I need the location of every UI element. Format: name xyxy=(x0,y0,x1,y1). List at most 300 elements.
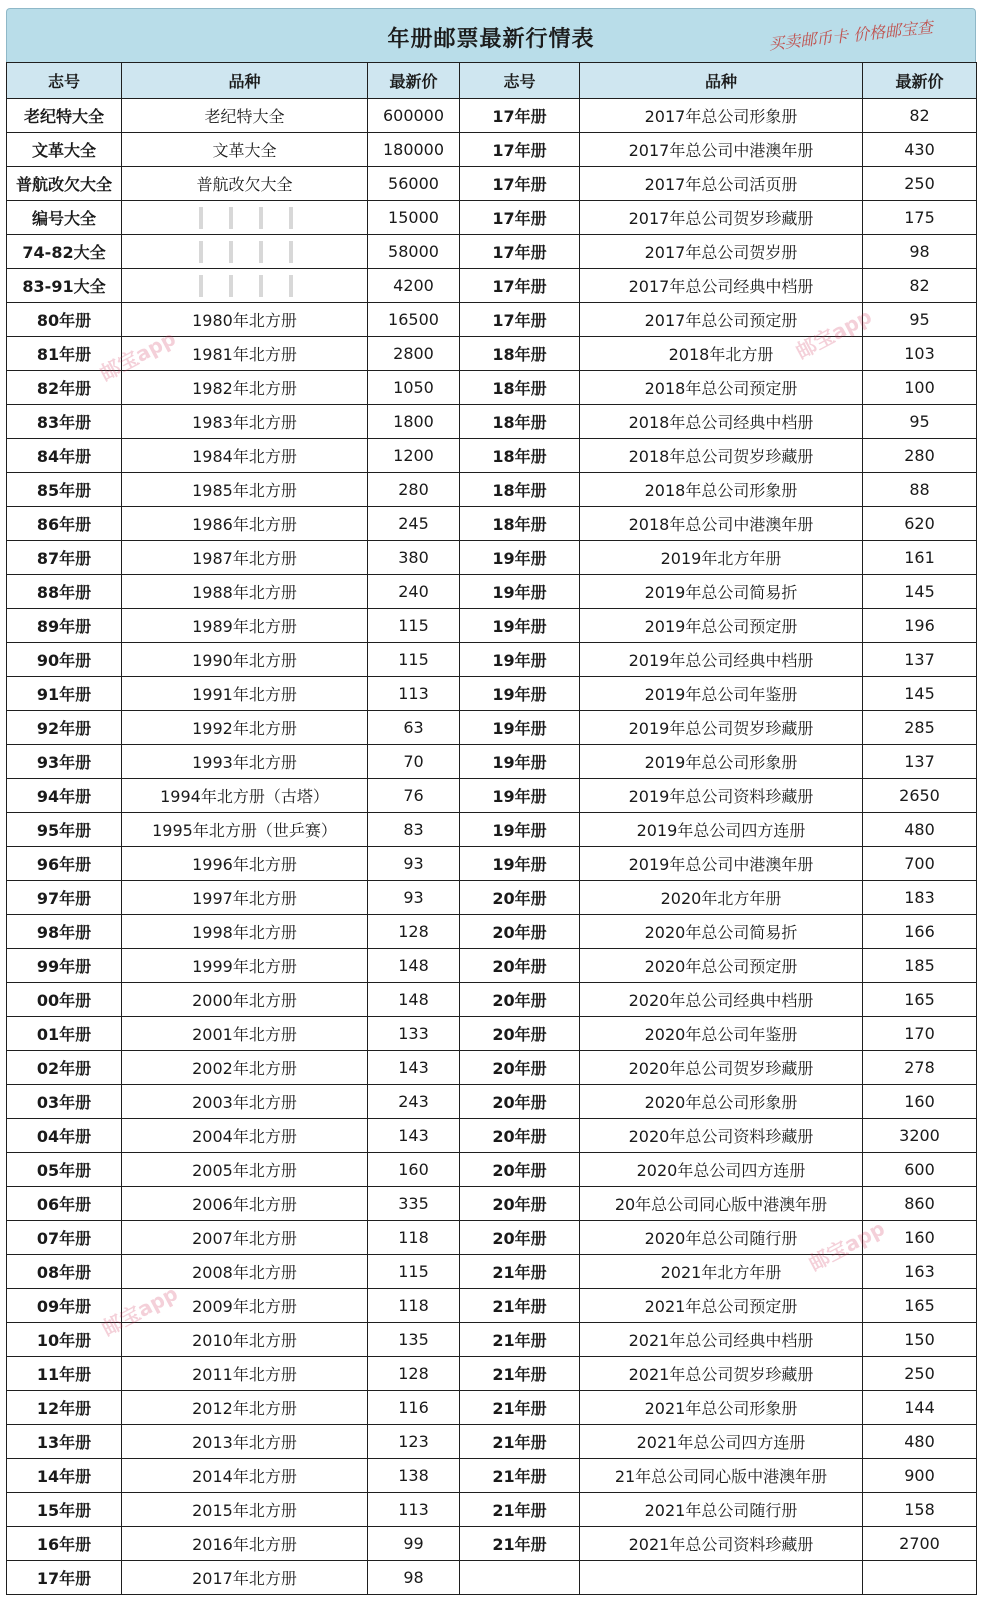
variety-cell: 2019年北方年册 xyxy=(580,541,863,575)
stamp-code-cell: 85年册 xyxy=(7,473,122,507)
stamp-code-cell: 83-91大全 xyxy=(7,269,122,303)
table-row xyxy=(7,439,977,473)
variety-cell: 2020年总公司简易折 xyxy=(580,915,863,949)
variety-cell: 老纪特大全 xyxy=(122,99,368,133)
stamp-code-cell: 08年册 xyxy=(7,1255,122,1289)
col-header-price: 最新价 xyxy=(368,63,460,99)
table-row xyxy=(7,541,977,575)
stamp-code-cell: 11年册 xyxy=(7,1357,122,1391)
col-header-price: 最新价 xyxy=(863,63,977,99)
price-cell: 2700 xyxy=(863,1527,977,1561)
stamp-code-cell: 00年册 xyxy=(7,983,122,1017)
table-row xyxy=(7,1391,977,1425)
watermark: 邮宝app xyxy=(97,1280,182,1341)
stamp-code-cell: 19年册 xyxy=(460,813,580,847)
price-cell: 128 xyxy=(368,1357,460,1391)
price-cell: 137 xyxy=(863,745,977,779)
stamp-code-cell: 83年册 xyxy=(7,405,122,439)
stamp-code-cell: 92年册 xyxy=(7,711,122,745)
stamp-code-cell: 21年册 xyxy=(460,1527,580,1561)
stamp-code-cell: 10年册 xyxy=(7,1323,122,1357)
stamp-code-cell: 95年册 xyxy=(7,813,122,847)
stamp-code-cell: 99年册 xyxy=(7,949,122,983)
price-cell: 83 xyxy=(368,813,460,847)
table-row xyxy=(7,1153,977,1187)
stamp-code-cell: 18年册 xyxy=(460,507,580,541)
stamp-code-cell: 17年册 xyxy=(460,269,580,303)
variety-cell: 2019年总公司经典中档册 xyxy=(580,643,863,677)
table-row xyxy=(7,1085,977,1119)
variety-cell: 2021年总公司预定册 xyxy=(580,1289,863,1323)
variety-cell: 1995年北方册（世乒赛） xyxy=(122,813,368,847)
variety-cell: 2021年总公司资料珍藏册 xyxy=(580,1527,863,1561)
price-cell: 118 xyxy=(368,1289,460,1323)
stamp-code-cell: 21年册 xyxy=(460,1459,580,1493)
price-cell: 900 xyxy=(863,1459,977,1493)
price-cell: 143 xyxy=(368,1119,460,1153)
price-cell: 103 xyxy=(863,337,977,371)
stamp-code-cell: 14年册 xyxy=(7,1459,122,1493)
price-cell: 240 xyxy=(368,575,460,609)
table-row xyxy=(7,779,977,813)
variety-cell: 2017年北方册 xyxy=(122,1561,368,1595)
table-row xyxy=(7,133,977,167)
stamp-code-cell: 09年册 xyxy=(7,1289,122,1323)
stamp-code-cell: 17年册 xyxy=(460,133,580,167)
table-row xyxy=(7,1289,977,1323)
stamp-code-cell: 88年册 xyxy=(7,575,122,609)
price-cell: 145 xyxy=(863,677,977,711)
variety-cell: 2019年总公司简易折 xyxy=(580,575,863,609)
variety-cell: 2018年北方册 xyxy=(580,337,863,371)
price-cell: 860 xyxy=(863,1187,977,1221)
stamp-code-cell: 20年册 xyxy=(460,1085,580,1119)
variety-cell: 1982年北方册 xyxy=(122,371,368,405)
variety-cell xyxy=(122,235,368,269)
price-cell: 170 xyxy=(863,1017,977,1051)
table-row xyxy=(7,813,977,847)
stamp-code-cell: 18年册 xyxy=(460,473,580,507)
variety-cell: 2018年总公司贺岁珍藏册 xyxy=(580,439,863,473)
table-row xyxy=(7,1357,977,1391)
stamp-code-cell xyxy=(460,1561,580,1595)
variety-cell: 2010年北方册 xyxy=(122,1323,368,1357)
stamp-code-cell: 17年册 xyxy=(460,99,580,133)
variety-cell: 2019年总公司形象册 xyxy=(580,745,863,779)
variety-cell: 2020年总公司预定册 xyxy=(580,949,863,983)
variety-cell: 1987年北方册 xyxy=(122,541,368,575)
stamp-code-cell: 01年册 xyxy=(7,1017,122,1051)
variety-cell: 2020年总公司贺岁珍藏册 xyxy=(580,1051,863,1085)
stamp-code-cell: 97年册 xyxy=(7,881,122,915)
stamp-code-cell: 18年册 xyxy=(460,405,580,439)
variety-cell: 2019年总公司资料珍藏册 xyxy=(580,779,863,813)
table-row xyxy=(7,1187,977,1221)
price-cell: 2650 xyxy=(863,779,977,813)
variety-cell: 2016年北方册 xyxy=(122,1527,368,1561)
stamp-code-cell: 21年册 xyxy=(460,1323,580,1357)
stamp-code-cell: 21年册 xyxy=(460,1289,580,1323)
stamp-code-cell: 17年册 xyxy=(460,235,580,269)
table-row xyxy=(7,371,977,405)
price-cell: 1800 xyxy=(368,405,460,439)
table-row xyxy=(7,235,977,269)
stamp-code-cell: 20年册 xyxy=(460,1017,580,1051)
watermark: 邮宝app xyxy=(804,1215,889,1276)
variety-cell: 21年总公司同心版中港澳年册 xyxy=(580,1459,863,1493)
price-cell: 137 xyxy=(863,643,977,677)
price-cell: 480 xyxy=(863,813,977,847)
stamp-code-cell: 82年册 xyxy=(7,371,122,405)
price-cell: 95 xyxy=(863,303,977,337)
price-cell: 600000 xyxy=(368,99,460,133)
variety-cell: 1997年北方册 xyxy=(122,881,368,915)
stamp-code-cell: 05年册 xyxy=(7,1153,122,1187)
stamp-code-cell: 02年册 xyxy=(7,1051,122,1085)
redacted-image xyxy=(185,241,305,263)
table-row xyxy=(7,983,977,1017)
variety-cell: 2020年总公司经典中档册 xyxy=(580,983,863,1017)
variety-cell: 2018年总公司形象册 xyxy=(580,473,863,507)
price-cell: 150 xyxy=(863,1323,977,1357)
price-cell: 88 xyxy=(863,473,977,507)
price-cell: 280 xyxy=(368,473,460,507)
table-row xyxy=(7,1323,977,1357)
variety-cell: 2020年总公司资料珍藏册 xyxy=(580,1119,863,1153)
price-cell: 620 xyxy=(863,507,977,541)
variety-cell: 1984年北方册 xyxy=(122,439,368,473)
variety-cell: 2019年总公司年鉴册 xyxy=(580,677,863,711)
price-cell: 113 xyxy=(368,677,460,711)
table-row xyxy=(7,167,977,201)
stamp-code-cell: 老纪特大全 xyxy=(7,99,122,133)
price-cell: 128 xyxy=(368,915,460,949)
stamp-code-cell: 20年册 xyxy=(460,1187,580,1221)
table-row xyxy=(7,1017,977,1051)
price-cell: 138 xyxy=(368,1459,460,1493)
col-header-code: 志号 xyxy=(460,63,580,99)
variety-cell: 2018年总公司经典中档册 xyxy=(580,405,863,439)
stamp-code-cell: 93年册 xyxy=(7,745,122,779)
variety-cell: 2017年总公司经典中档册 xyxy=(580,269,863,303)
stamp-code-cell: 19年册 xyxy=(460,677,580,711)
variety-cell: 2001年北方册 xyxy=(122,1017,368,1051)
variety-cell: 2020年总公司四方连册 xyxy=(580,1153,863,1187)
price-cell: 250 xyxy=(863,1357,977,1391)
price-cell: 16500 xyxy=(368,303,460,337)
stamp-code-cell: 06年册 xyxy=(7,1187,122,1221)
variety-cell: 2017年总公司贺岁册 xyxy=(580,235,863,269)
col-header-code: 志号 xyxy=(7,63,122,99)
price-cell: 160 xyxy=(863,1085,977,1119)
price-cell: 144 xyxy=(863,1391,977,1425)
variety-cell: 1990年北方册 xyxy=(122,643,368,677)
price-cell: 185 xyxy=(863,949,977,983)
price-cell: 115 xyxy=(368,609,460,643)
variety-cell: 1994年北方册（古塔） xyxy=(122,779,368,813)
price-cell: 158 xyxy=(863,1493,977,1527)
variety-cell: 2021年总公司随行册 xyxy=(580,1493,863,1527)
variety-cell: 2008年北方册 xyxy=(122,1255,368,1289)
price-table xyxy=(6,62,977,1595)
table-row xyxy=(7,1493,977,1527)
price-cell: 166 xyxy=(863,915,977,949)
price-cell: 196 xyxy=(863,609,977,643)
stamp-code-cell: 81年册 xyxy=(7,337,122,371)
stamp-code-cell: 19年册 xyxy=(460,779,580,813)
variety-cell: 2021年总公司贺岁珍藏册 xyxy=(580,1357,863,1391)
stamp-code-cell: 19年册 xyxy=(460,643,580,677)
variety-cell: 2013年北方册 xyxy=(122,1425,368,1459)
stamp-code-cell: 18年册 xyxy=(460,337,580,371)
price-cell: 76 xyxy=(368,779,460,813)
table-row xyxy=(7,881,977,915)
variety-cell: 2003年北方册 xyxy=(122,1085,368,1119)
stamp-code-cell: 98年册 xyxy=(7,915,122,949)
seal-stamp-text: 买卖邮币卡 价格邮宝查 xyxy=(767,17,934,54)
stamp-code-cell: 20年册 xyxy=(460,983,580,1017)
stamp-code-cell: 19年册 xyxy=(460,847,580,881)
table-row xyxy=(7,609,977,643)
stamp-code-cell: 13年册 xyxy=(7,1425,122,1459)
watermark: 邮宝app xyxy=(95,325,180,386)
table-row xyxy=(7,405,977,439)
variety-cell: 1992年北方册 xyxy=(122,711,368,745)
price-cell: 100 xyxy=(863,371,977,405)
price-cell: 15000 xyxy=(368,201,460,235)
price-cell: 165 xyxy=(863,983,977,1017)
stamp-code-cell: 20年册 xyxy=(460,1221,580,1255)
variety-cell: 2017年总公司形象册 xyxy=(580,99,863,133)
price-cell: 63 xyxy=(368,711,460,745)
variety-cell: 2019年总公司贺岁珍藏册 xyxy=(580,711,863,745)
price-cell: 93 xyxy=(368,847,460,881)
price-cell: 99 xyxy=(368,1527,460,1561)
variety-cell: 1985年北方册 xyxy=(122,473,368,507)
price-cell: 56000 xyxy=(368,167,460,201)
stamp-code-cell: 03年册 xyxy=(7,1085,122,1119)
price-cell: 183 xyxy=(863,881,977,915)
stamp-code-cell: 20年册 xyxy=(460,881,580,915)
variety-cell: 2005年北方册 xyxy=(122,1153,368,1187)
variety-cell: 2000年北方册 xyxy=(122,983,368,1017)
stamp-code-cell: 21年册 xyxy=(460,1493,580,1527)
table-row xyxy=(7,507,977,541)
price-cell: 70 xyxy=(368,745,460,779)
variety-cell: 1998年北方册 xyxy=(122,915,368,949)
variety-cell: 2014年北方册 xyxy=(122,1459,368,1493)
stamp-code-cell: 19年册 xyxy=(460,745,580,779)
stamp-code-cell: 90年册 xyxy=(7,643,122,677)
price-cell: 143 xyxy=(368,1051,460,1085)
price-cell: 145 xyxy=(863,575,977,609)
price-cell: 3200 xyxy=(863,1119,977,1153)
table-row xyxy=(7,303,977,337)
price-cell: 161 xyxy=(863,541,977,575)
table-row xyxy=(7,1119,977,1153)
variety-cell: 2021年总公司四方连册 xyxy=(580,1425,863,1459)
stamp-code-cell: 17年册 xyxy=(7,1561,122,1595)
price-cell: 82 xyxy=(863,99,977,133)
price-cell: 1200 xyxy=(368,439,460,473)
stamp-code-cell: 86年册 xyxy=(7,507,122,541)
price-cell: 243 xyxy=(368,1085,460,1119)
table-row xyxy=(7,1459,977,1493)
table-body xyxy=(7,99,977,1595)
table-row xyxy=(7,677,977,711)
stamp-code-cell: 19年册 xyxy=(460,575,580,609)
table-row xyxy=(7,1425,977,1459)
price-cell: 175 xyxy=(863,201,977,235)
price-cell: 430 xyxy=(863,133,977,167)
variety-cell: 2018年总公司预定册 xyxy=(580,371,863,405)
table-row xyxy=(7,949,977,983)
price-cell: 115 xyxy=(368,1255,460,1289)
price-cell: 133 xyxy=(368,1017,460,1051)
variety-cell: 2006年北方册 xyxy=(122,1187,368,1221)
watermark: 邮宝app xyxy=(791,303,876,364)
price-cell: 278 xyxy=(863,1051,977,1085)
stamp-code-cell: 89年册 xyxy=(7,609,122,643)
variety-cell: 2011年北方册 xyxy=(122,1357,368,1391)
variety-cell: 2021年总公司形象册 xyxy=(580,1391,863,1425)
variety-cell: 2018年总公司中港澳年册 xyxy=(580,507,863,541)
stamp-code-cell: 17年册 xyxy=(460,201,580,235)
price-cell: 93 xyxy=(368,881,460,915)
redacted-image xyxy=(185,275,305,297)
stamp-code-cell: 19年册 xyxy=(460,609,580,643)
header-row xyxy=(7,63,977,99)
stamp-code-cell: 16年册 xyxy=(7,1527,122,1561)
table-row xyxy=(7,269,977,303)
variety-cell: 1988年北方册 xyxy=(122,575,368,609)
variety-cell: 普航改欠大全 xyxy=(122,167,368,201)
price-cell: 480 xyxy=(863,1425,977,1459)
stamp-code-cell: 普航改欠大全 xyxy=(7,167,122,201)
table-row xyxy=(7,1561,977,1595)
price-cell: 82 xyxy=(863,269,977,303)
price-cell: 160 xyxy=(863,1221,977,1255)
price-cell: 135 xyxy=(368,1323,460,1357)
price-cell: 95 xyxy=(863,405,977,439)
price-cell: 165 xyxy=(863,1289,977,1323)
stamp-code-cell: 19年册 xyxy=(460,541,580,575)
table-row xyxy=(7,915,977,949)
variety-cell: 1986年北方册 xyxy=(122,507,368,541)
stamp-code-cell: 74-82大全 xyxy=(7,235,122,269)
price-cell: 115 xyxy=(368,643,460,677)
variety-cell: 1980年北方册 xyxy=(122,303,368,337)
price-cell: 700 xyxy=(863,847,977,881)
variety-cell: 1983年北方册 xyxy=(122,405,368,439)
variety-cell: 2007年北方册 xyxy=(122,1221,368,1255)
stamp-code-cell: 87年册 xyxy=(7,541,122,575)
variety-cell: 2017年总公司中港澳年册 xyxy=(580,133,863,167)
variety-cell: 文革大全 xyxy=(122,133,368,167)
table-row xyxy=(7,711,977,745)
variety-cell: 2019年总公司预定册 xyxy=(580,609,863,643)
table-row xyxy=(7,337,977,371)
price-cell: 380 xyxy=(368,541,460,575)
stamp-code-cell: 96年册 xyxy=(7,847,122,881)
stamp-code-cell: 20年册 xyxy=(460,1153,580,1187)
price-cell: 245 xyxy=(368,507,460,541)
stamp-code-cell: 20年册 xyxy=(460,1051,580,1085)
table-row xyxy=(7,1221,977,1255)
price-cell: 116 xyxy=(368,1391,460,1425)
stamp-code-cell: 07年册 xyxy=(7,1221,122,1255)
table-row xyxy=(7,745,977,779)
stamp-code-cell: 20年册 xyxy=(460,949,580,983)
variety-cell: 2020年北方年册 xyxy=(580,881,863,915)
variety-cell: 2017年总公司活页册 xyxy=(580,167,863,201)
price-cell: 4200 xyxy=(368,269,460,303)
price-cell: 285 xyxy=(863,711,977,745)
table-row xyxy=(7,1051,977,1085)
variety-cell: 2020年总公司年鉴册 xyxy=(580,1017,863,1051)
price-cell: 118 xyxy=(368,1221,460,1255)
variety-cell: 2021年北方年册 xyxy=(580,1255,863,1289)
price-cell: 280 xyxy=(863,439,977,473)
stamp-code-cell: 12年册 xyxy=(7,1391,122,1425)
variety-cell: 1989年北方册 xyxy=(122,609,368,643)
variety-cell: 2015年北方册 xyxy=(122,1493,368,1527)
price-cell: 600 xyxy=(863,1153,977,1187)
stamp-code-cell: 文革大全 xyxy=(7,133,122,167)
price-cell: 98 xyxy=(368,1561,460,1595)
variety-cell xyxy=(122,201,368,235)
stamp-code-cell: 17年册 xyxy=(460,167,580,201)
variety-cell: 2021年总公司经典中档册 xyxy=(580,1323,863,1357)
price-cell: 123 xyxy=(368,1425,460,1459)
stamp-code-cell: 20年册 xyxy=(460,915,580,949)
price-cell: 180000 xyxy=(368,133,460,167)
table-row xyxy=(7,847,977,881)
price-cell: 335 xyxy=(368,1187,460,1221)
stamp-code-cell: 19年册 xyxy=(460,711,580,745)
table-row xyxy=(7,473,977,507)
table-row xyxy=(7,201,977,235)
price-cell: 148 xyxy=(368,949,460,983)
variety-cell: 2009年北方册 xyxy=(122,1289,368,1323)
variety-cell: 2017年总公司预定册 xyxy=(580,303,863,337)
price-cell: 148 xyxy=(368,983,460,1017)
col-header-variety: 品种 xyxy=(122,63,368,99)
price-cell: 113 xyxy=(368,1493,460,1527)
stamp-code-cell: 84年册 xyxy=(7,439,122,473)
price-cell: 163 xyxy=(863,1255,977,1289)
stamp-code-cell: 18年册 xyxy=(460,439,580,473)
redacted-image xyxy=(185,207,305,229)
table-row xyxy=(7,575,977,609)
stamp-code-cell: 21年册 xyxy=(460,1391,580,1425)
stamp-code-cell: 80年册 xyxy=(7,303,122,337)
variety-cell: 2012年北方册 xyxy=(122,1391,368,1425)
stamp-code-cell: 04年册 xyxy=(7,1119,122,1153)
variety-cell: 1999年北方册 xyxy=(122,949,368,983)
variety-cell: 2002年北方册 xyxy=(122,1051,368,1085)
stamp-code-cell: 15年册 xyxy=(7,1493,122,1527)
variety-cell: 1996年北方册 xyxy=(122,847,368,881)
price-cell: 98 xyxy=(863,235,977,269)
table-row xyxy=(7,1527,977,1561)
price-cell: 250 xyxy=(863,167,977,201)
variety-cell: 20年总公司同心版中港澳年册 xyxy=(580,1187,863,1221)
variety-cell: 2019年总公司中港澳年册 xyxy=(580,847,863,881)
variety-cell: 1993年北方册 xyxy=(122,745,368,779)
page-title: 年册邮票最新行情表 xyxy=(387,27,595,52)
stamp-code-cell: 91年册 xyxy=(7,677,122,711)
